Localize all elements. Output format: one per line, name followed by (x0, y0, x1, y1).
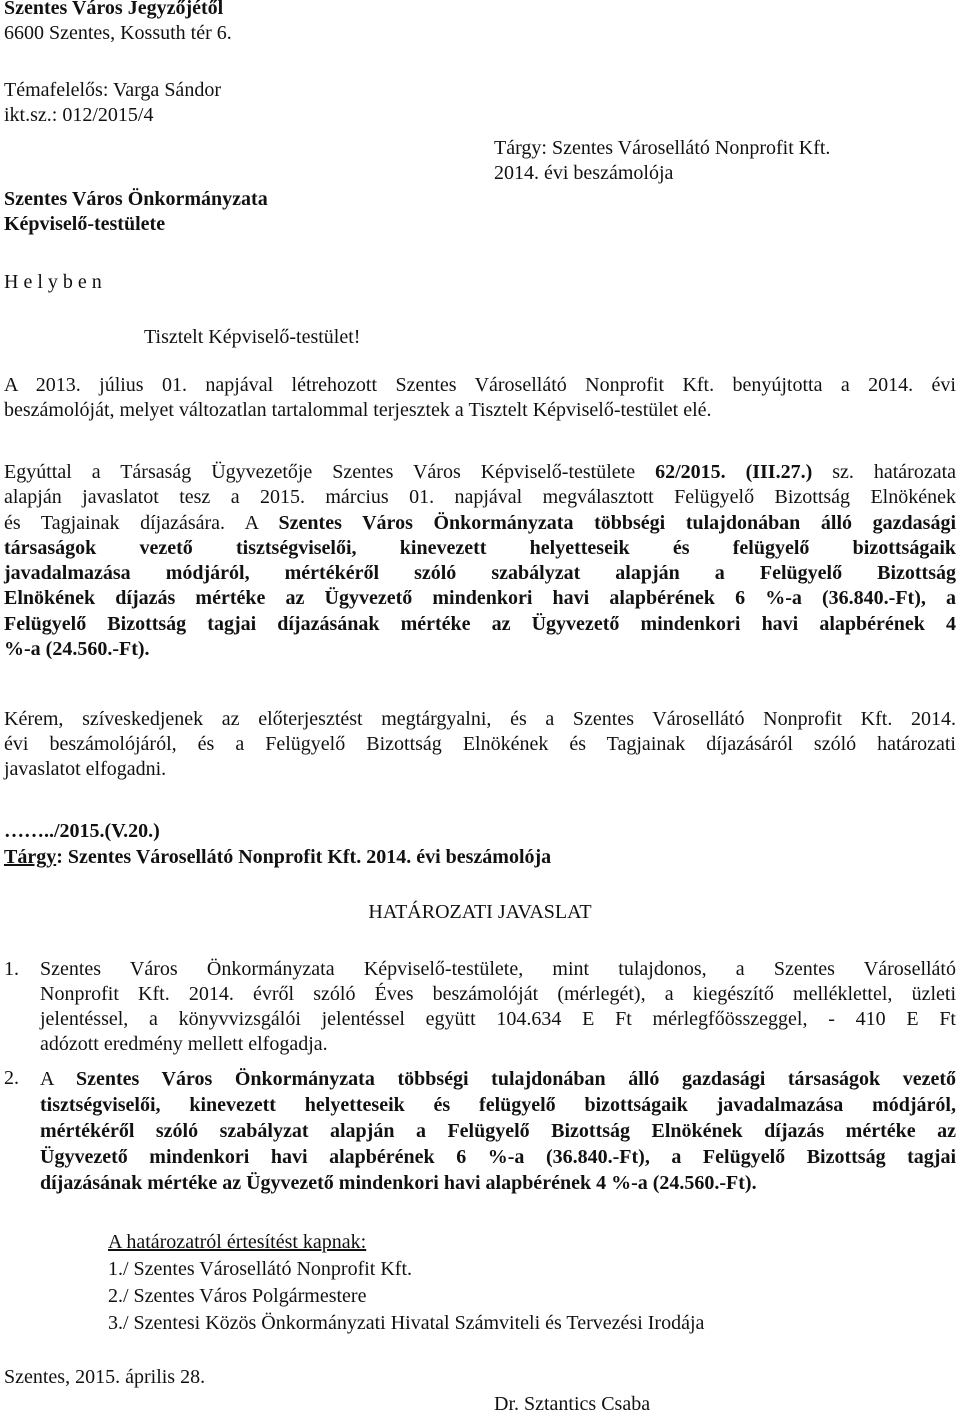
paragraph-line: %-a (24.560.-Ft). (4, 638, 150, 661)
document-date: Szentes, 2015. április 28. (4, 1366, 206, 1388)
item-line: Szentes Város Önkormányzata Képviselő-testülete, mint tulajdonos, a Szentes Városellátó (40, 958, 956, 980)
notify-item: 2./ Szentes Város Polgármestere (108, 1285, 367, 1307)
paragraph-line: Felügyelő Bizottság tagjai díjazásának mértéke az Ügyvezető mindenkori havi alapbérének 4 (4, 612, 956, 635)
paragraph-line: társaságok vezető tisztségviselői, kinevezett helyetteseik és felügyelő bizottságaik (4, 536, 956, 559)
paragraph-line: évi beszámolójáról, és a Felügyelő Bizottság Elnökének és Tagjainak díjazásáról szóló határozati (4, 733, 956, 755)
item-line: mértékéről szóló szabályzat alapján a Felügyelő Bizottság Elnökének díjazás mértéke az (40, 1120, 956, 1142)
item-number: 1. (4, 958, 19, 980)
item-line: jelentéssel, a könyvvizsgálói jelentéssel együtt 104.634 E Ft mérlegfőösszeggel, - 410 E Ft (40, 1008, 956, 1030)
resolution-subject-text: : Szentes Városellátó Nonprofit Kft. 2014. évi beszámolója (56, 846, 552, 868)
item-line: díjazásának mértéke az Ügyvezető mindenkori havi alapbérének 4 %-a (24.560.-Ft). (40, 1172, 757, 1194)
item-line: Nonprofit Kft. 2014. évről szóló Éves beszámolóját (mérlegét), a kiegészítő melléklettel, üzleti (40, 983, 956, 1005)
recipient-place: H e l y b e n (4, 271, 102, 293)
paragraph-line: Kérem, szíveskedjenek az előterjesztést megtárgyalni, és a Szentes Városellátó Nonprofit Kft. 2014. (4, 708, 956, 730)
resolution-subject (4, 845, 551, 870)
notify-item: 3./ Szentesi Közös Önkormányzati Hivatal Számviteli és Tervezési Irodája (108, 1312, 705, 1334)
resolution-number: ……../2015.(V.20.) (4, 820, 160, 842)
text-run: sz. határozata (832, 461, 957, 483)
text-run-bold: Szentes Város Önkormányzata többségi tulajdonában álló gazdasági (278, 511, 956, 534)
item-number: 2. (4, 1067, 19, 1089)
text-run-bold: Szentes Város Önkormányzata többségi tulajdonában álló gazdasági társaságok vezető (75, 1068, 957, 1090)
item-line (40, 1066, 956, 1092)
paragraph-line (4, 460, 956, 485)
recipient-line-2: Képviselő-testülete (4, 213, 166, 235)
paragraph-fee-proposal (4, 460, 956, 662)
resolution-ref: 62/2015. (III.27.) (655, 461, 813, 483)
subject-line-2: 2014. évi beszámolója (494, 162, 674, 184)
text-run: A (40, 1068, 54, 1090)
paragraph-request (4, 707, 956, 782)
resolution-subject-label: Tárgy (4, 846, 57, 868)
recipient-line-1: Szentes Város Önkormányzata (4, 188, 268, 210)
item-line: Ügyvezető mindenkori havi alapbérének 6 %-a (36.840.-Ft), a Felügyelő Bizottság tagjai (40, 1146, 956, 1168)
text-run: A (244, 511, 258, 534)
sender-address: 6600 Szentes, Kossuth tér 6. (4, 22, 232, 44)
text-run: és Tagjainak díjazására. (4, 511, 226, 534)
paragraph-line: alapján javaslatot tesz a 2015. március 01. napjával megválasztott Felügyelő Bizottság Elnökének (4, 486, 956, 509)
paragraph-line: Elnökének díjazás mértéke az Ügyvezető mindenkori havi alapbérének 6 %-a (36.840.-Ft), a (4, 587, 956, 610)
responsible-person: Témafelelős: Varga Sándor (4, 79, 221, 101)
resolution-item-1 (40, 957, 956, 1057)
item-line: adózott eredmény mellett elfogadja. (40, 1033, 328, 1055)
signatory: Dr. Sztantics Csaba (494, 1393, 651, 1415)
notify-item: 1./ Szentes Városellátó Nonprofit Kft. (108, 1258, 413, 1280)
paragraph-line (4, 511, 956, 536)
salutation: Tisztelt Képviselő-testület! (144, 326, 361, 348)
paragraph-line: javadalmazása módjáról, mértékéről szóló szabályzat alapján a Felügyelő Bizottság (4, 562, 956, 585)
resolution-heading: HATÁROZATI JAVASLAT (368, 901, 592, 923)
item-line: tisztségviselői, kinevezett helyetteseik és felügyelő bizottságaik javadalmazása módjáról, (40, 1094, 956, 1116)
text-run: Egyúttal a Társaság Ügyvezetője Szentes Város Képviselő-testülete (4, 461, 636, 483)
paragraph-line: javaslatot elfogadni. (4, 758, 167, 780)
paragraph-intro (4, 373, 956, 423)
paragraph-line: beszámolóját, melyet változatlan tartalommal terjesztek a Tisztelt Képviselő-testület elé. (4, 399, 712, 421)
subject-line-1: Tárgy: Szentes Városellátó Nonprofit Kft. (494, 137, 831, 159)
resolution-item-2 (40, 1066, 956, 1196)
file-number: ikt.sz.: 012/2015/4 (4, 104, 154, 126)
notify-heading: A határozatról értesítést kapnak: (108, 1231, 367, 1253)
sender-name: Szentes Város Jegyzőjétől (4, 0, 224, 19)
paragraph-line: A 2013. július 01. napjával létrehozott Szentes Városellátó Nonprofit Kft. benyújtotta a 2014. évi (4, 374, 956, 396)
